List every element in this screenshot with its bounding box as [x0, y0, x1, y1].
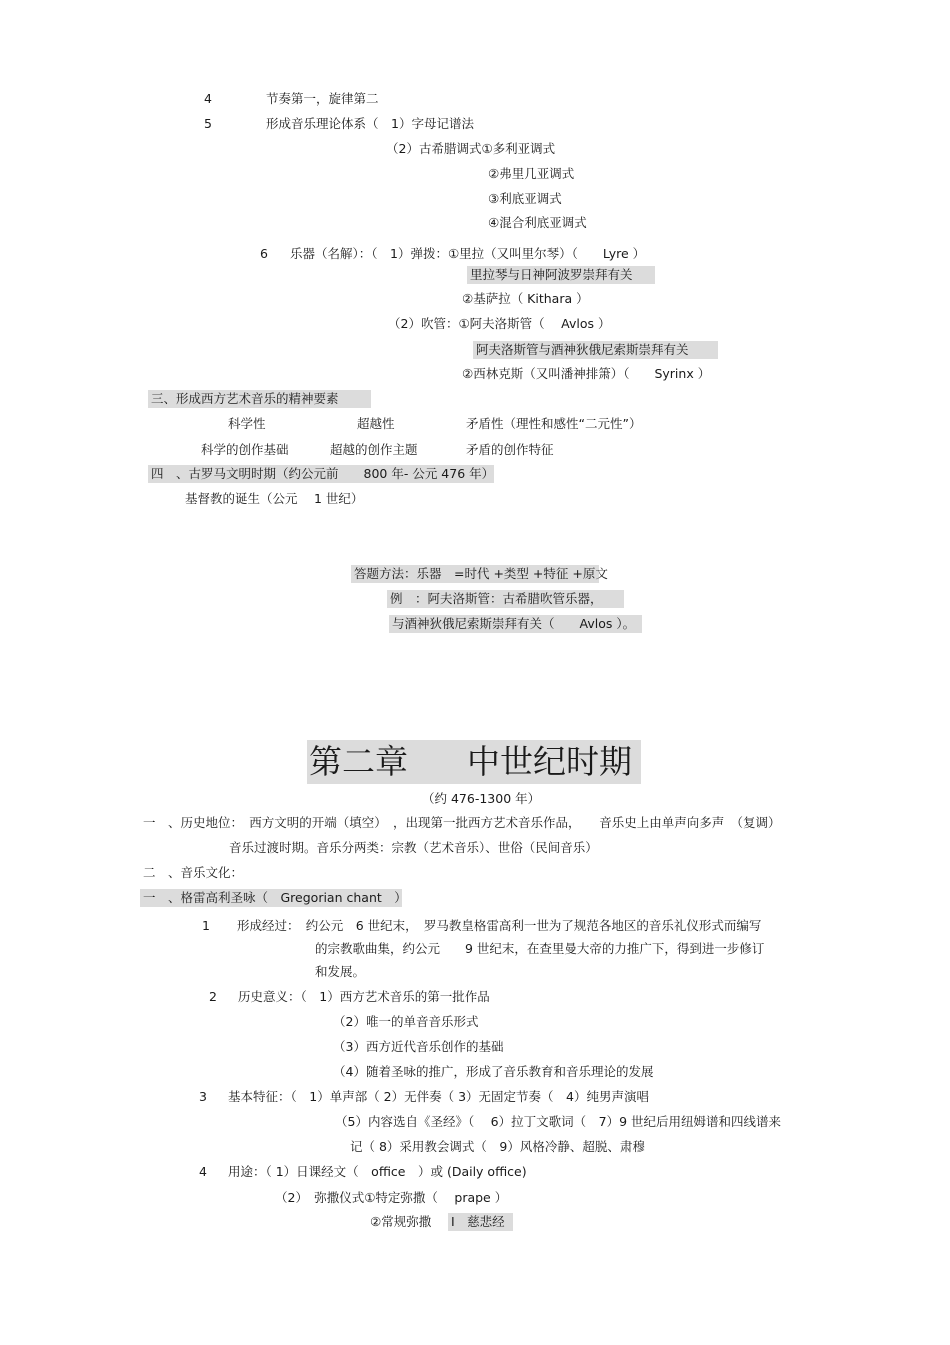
answer-example-cont: 与酒神狄俄尼索斯崇拜有关（ Avlos ）。 [389, 615, 642, 633]
chapter-title [307, 740, 641, 784]
line-music-culture: 二 、音乐文化： [143, 865, 244, 880]
line-mode-1: （2）古希腊调式①多利亚调式 [386, 141, 556, 156]
highlight-kyrie: Ⅰ 慈悲经 [448, 1213, 513, 1231]
line-history-status-cont: 音乐过渡时期。音乐分两类：宗教（艺术音乐）、世俗（民间音乐） [229, 840, 598, 855]
chapter-dates: （约 476-1300 年） [422, 791, 541, 806]
section-four-heading: 四 、古罗马文明时期（约公元前 800 年- 公元 476 年） [148, 465, 494, 483]
line-mode-3: ③利底亚调式 [488, 191, 562, 206]
section-three-heading: 三、形成西方艺术音乐的精神要素 [148, 390, 371, 408]
spirit-transcend: 超越性 [357, 416, 395, 431]
gregorian-heading: 一 、格雷高利圣咏（ Gregorian chant ） [140, 889, 402, 907]
spirit-contradict: 矛盾性（理性和感性“二元性”） [466, 416, 642, 431]
line-christianity: 基督教的诞生（公元 1 世纪） [185, 491, 364, 506]
g2-text-3: （3）西方近代音乐创作的基础 [333, 1039, 504, 1054]
g1-text-2: 的宗教歌曲集，约公元 9 世纪末，在查里曼大帝的力推广下，得到进一步修订 [315, 941, 765, 956]
chapter-name: 中世纪时期 [467, 742, 632, 781]
chapter-number: 第二章 [309, 742, 408, 781]
line-syrinx: ②西林克斯（又叫潘神排箫）（ Syrinx ） [462, 366, 711, 381]
highlight-avlos: 阿夫洛斯管与酒神狄俄尼索斯崇拜有关 [473, 341, 718, 359]
line-wind: （2）吹管：①阿夫洛斯管（ Avlos ） [388, 316, 611, 331]
g3-text-2: （5）内容选自《圣经》（ 6）拉丁文歌词（ 7）9 世纪后用纽姆谱和四线谱来 [335, 1114, 782, 1129]
spirit-science: 科学性 [228, 416, 266, 431]
highlight-lyre: 里拉琴与日神阿波罗崇拜有关 [467, 266, 655, 284]
line-t5: 形成音乐理论体系（ 1）字母记谱法 [266, 116, 474, 131]
line-history-status: 一 、历史地位： 西方文明的开端（填空） ，出现第一批西方艺术音乐作品， 音乐史上由单声向多声 （复调） [143, 815, 781, 830]
spirit-science-basis: 科学的创作基础 [201, 442, 289, 457]
g1-text: 形成经过： 约公元 6 世纪末， 罗马教皇格雷高利一世为了规范各地区的音乐礼仪形式而编写 [237, 918, 762, 933]
line-n4: 4 [204, 91, 212, 106]
g3-number: 3 [199, 1089, 207, 1104]
g2-text: 历史意义：（ 1）西方艺术音乐的第一批作品 [238, 989, 490, 1004]
line-t4: 节奏第一，旋律第二 [266, 91, 379, 106]
g4-number: 4 [199, 1164, 207, 1179]
line-kithara: ②基萨拉（ Kithara ） [462, 291, 589, 306]
g2-number: 2 [209, 989, 217, 1004]
answer-method: 答题方法：乐器 =时代 +类型 +特征 +原文 [351, 565, 599, 583]
line-n5: 5 [204, 116, 212, 131]
g4-text-2: （2） 弥撒仪式①特定弥撒（ prape ） [275, 1190, 508, 1205]
line-mode-2: ②弗里几亚调式 [488, 166, 575, 181]
spirit-transcend-theme: 超越的创作主题 [330, 442, 418, 457]
line-mode-4: ④混合利底亚调式 [488, 215, 587, 230]
line-instruments: 乐器（名解）：（ 1）弹拨：①里拉（又叫里尔琴）（ Lyre ） [290, 246, 646, 261]
g4-text: 用途：（ 1）日课经文（ office ）或 (Daily office) [228, 1164, 527, 1179]
spirit-contradict-feature: 矛盾的创作特征 [466, 442, 554, 457]
line-n6: 6 [260, 246, 268, 261]
g4-text-3: ②常规弥撒 [370, 1214, 432, 1229]
answer-example: 例 ：阿夫洛斯管：古希腊吹管乐器， [387, 590, 624, 608]
g3-text: 基本特征：（ 1）单声部（ 2）无伴奏（ 3）无固定节奏（ 4）纯男声演唱 [228, 1089, 650, 1104]
g2-text-4: （4）随着圣咏的推广，形成了音乐教育和音乐理论的发展 [333, 1064, 654, 1079]
g2-text-2: （2）唯一的单音音乐形式 [333, 1014, 479, 1029]
g1-text-3: 和发展。 [315, 964, 366, 979]
g3-text-3: 记（ 8）采用教会调式（ 9）风格冷静、超脱、肃穆 [350, 1139, 645, 1154]
g1-number: 1 [202, 918, 210, 933]
